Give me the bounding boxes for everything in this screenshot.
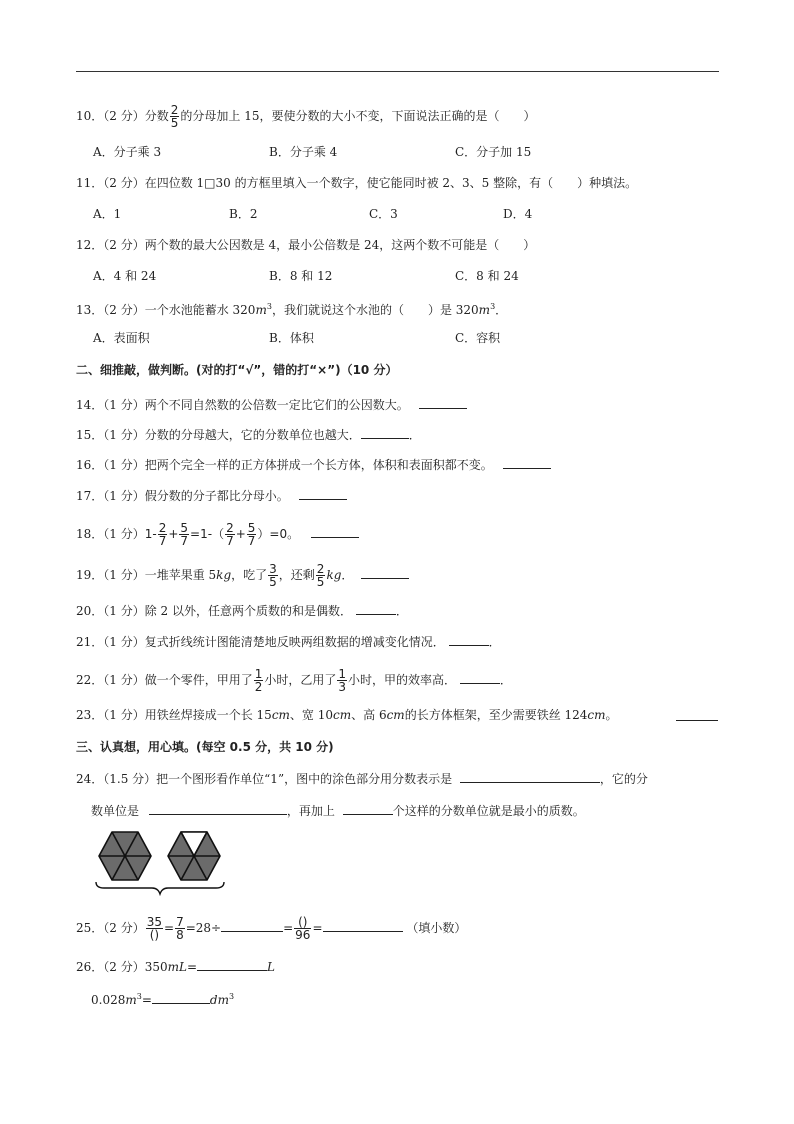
brace: [96, 882, 224, 894]
q10-text: 10．（2 分）分数: [76, 109, 169, 123]
question-24-line-1: 24．（1.5 分）把一个图形看作单位“1”，图中的涂色部分用分数表示是 ，它的分: [76, 772, 648, 786]
q15-answer-blank[interactable]: [361, 426, 409, 439]
q20-answer-blank[interactable]: [356, 602, 396, 615]
q25-decimal-blank[interactable]: [323, 919, 403, 932]
q21-answer-blank[interactable]: [449, 633, 489, 646]
question-18: 18．（1 分）1- $\frac{2}{7}$ + $\frac{5}{7}$ =1-（ $\frac{2}{7}$ + $\frac{5}{7}$ ）=0。: [76, 522, 359, 547]
question-14: 14．（1 分）两个不同自然数的公倍数一定比它们的公因数大。: [76, 396, 467, 413]
q24-unit-blank[interactable]: [149, 802, 287, 815]
section-3-heading: 三、认真想，用心填。(每空 0.5 分，共 10 分): [76, 740, 334, 754]
q17-answer-blank[interactable]: [299, 487, 347, 500]
q10-option-c[interactable]: C．分子加 15: [455, 145, 532, 159]
q13-option-a[interactable]: A．表面积: [93, 331, 150, 345]
hexagon-partial-shaded: [168, 832, 220, 880]
q10-option-a[interactable]: A．分子乘 3: [93, 145, 162, 159]
question-23: 23．（1 分）用铁丝焊接成一个长 15cm、宽 10cm、高 6cm的长方体框架，至少需要铁丝 124cm。: [76, 708, 618, 722]
q16-answer-blank[interactable]: [503, 456, 551, 469]
question-13: 13．（2 分）一个水池能蓄水 $320m^3$，我们就说这个水池的（ ）是 $320m^3$．: [76, 302, 508, 317]
q26-liters-blank[interactable]: [197, 958, 267, 971]
question-15: 15．（1 分）分数的分母越大，它的分数单位也越大． ．: [76, 428, 421, 442]
question-11: 11．（2 分）在四位数 1□30 的方框里填入一个数字，使它能同时被 2、3、5 整除，有（ ）种填法。: [76, 176, 638, 190]
q13-option-c[interactable]: C．容积: [455, 331, 501, 345]
q19-answer-blank[interactable]: [361, 566, 409, 579]
question-19: 19．（1 分）一堆苹果重 5kg，吃了 $\frac{3}{5}$ ，还剩 $\frac{2}{5}$ kg．: [76, 563, 409, 588]
question-12: 12．（2 分）两个数的最大公因数是 4，最小公倍数是 24，这两个数不可能是（ ）: [76, 238, 536, 252]
section-2-heading: 二、细推敲，做判断。(对的打“√”，错的打“×”)（10 分）: [76, 363, 398, 377]
q14-answer-blank[interactable]: [419, 396, 467, 409]
question-20: 20．（1 分）除 2 以外，任意两个质数的和是偶数． ．: [76, 604, 408, 618]
q11-option-d[interactable]: D．4: [503, 207, 533, 221]
question-25: 25．（2 分） $\frac{35}{()}$ = $\frac{7}{8}$ =28÷ = $\frac{()}{96}$ = （填小数）: [76, 915, 467, 942]
q10-option-b[interactable]: B．分子乘 4: [269, 145, 338, 159]
hexagon-figure: [90, 826, 232, 896]
q11-option-a[interactable]: A．1: [93, 207, 122, 221]
q11-option-b[interactable]: B．2: [229, 207, 258, 221]
fraction-2-5: $\frac{2}{5}$: [170, 103, 179, 130]
question-22: 22．（1 分）做一个零件，甲用了 $\frac{1}{2}$ 小时，乙用了 $\frac{1}{3}$ 小时，甲的效率高． ．: [76, 667, 512, 694]
hexagon-full-shaded: [99, 832, 151, 880]
question-21: 21．（1 分）复式折线统计图能清楚地反映两组数据的增减变化情况． ．: [76, 635, 501, 649]
q22-answer-blank[interactable]: [460, 671, 500, 684]
question-24-line-2: 数单位是 ，再加上 个这样的分数单位就是最小的质数。: [91, 804, 585, 818]
q10-text-end: 的分母加上 15，要使分数的大小不变，下面说法正确的是（ ）: [180, 109, 536, 123]
q25-divisor-blank[interactable]: [221, 919, 283, 932]
q24-fraction-blank[interactable]: [460, 770, 600, 783]
q24-count-blank[interactable]: [343, 802, 393, 815]
q12-option-b[interactable]: B．8 和 12: [269, 269, 333, 283]
q12-option-c[interactable]: C．8 和 24: [455, 269, 519, 283]
q13-option-b[interactable]: B．体积: [269, 331, 314, 345]
q26-dm3-blank[interactable]: [152, 991, 210, 1004]
question-17: 17．（1 分）假分数的分子都比分母小。: [76, 487, 347, 504]
question-26-line-2: $0.028m^3= dm^3$: [91, 992, 235, 1007]
question-10: [76, 104, 535, 129]
header-rule: [76, 71, 719, 72]
q12-option-a[interactable]: A．4 和 24: [93, 269, 157, 283]
q11-option-c[interactable]: C．3: [369, 207, 398, 221]
q23-answer-blank[interactable]: [676, 708, 718, 721]
question-16: 16．（1 分）把两个完全一样的正方体拼成一个长方体，体积和表面积都不变。: [76, 456, 551, 473]
question-26-line-1: 26．（2 分）350mL= L: [76, 960, 276, 974]
q18-answer-blank[interactable]: [311, 525, 359, 538]
